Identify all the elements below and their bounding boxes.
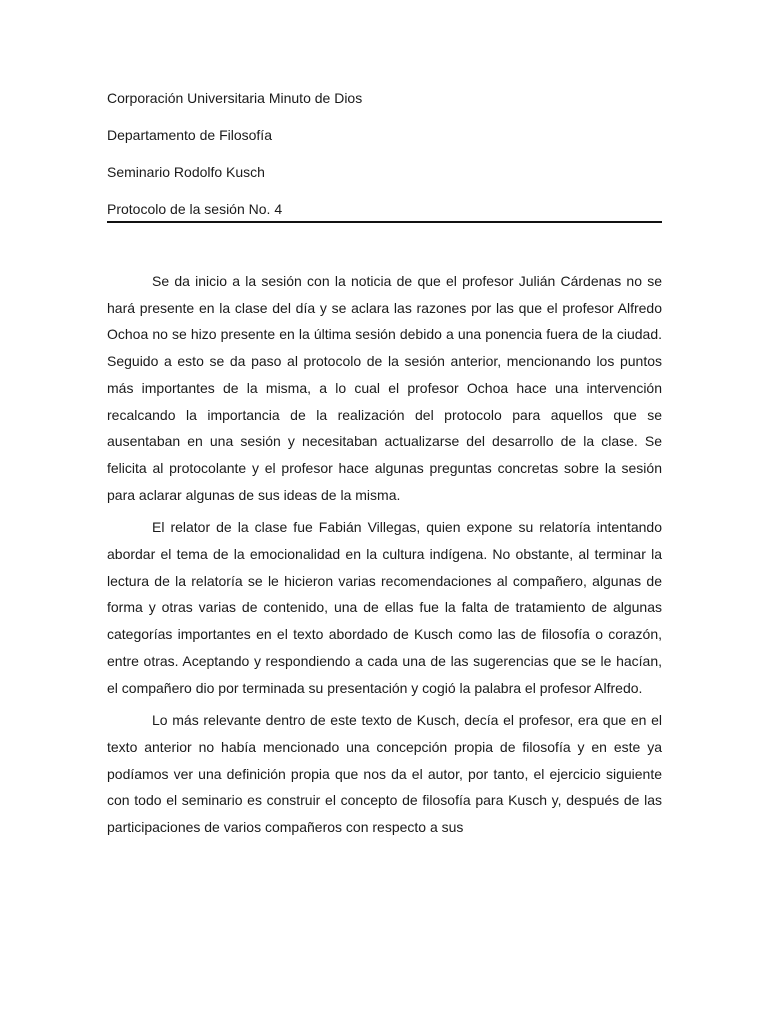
header-divider	[107, 221, 662, 223]
paragraph-1: Se da inicio a la sesión con la noticia de que el profesor Julián Cárdenas no se hará presente en la clase del día y se aclara las razones por las que el profesor Alfredo Ochoa no se hizo presente en la última sesión debido a una ponencia fuera de la ciudad. Seguido a esto se da paso al protocolo de la sesión anterior, mencionando los puntos más importantes de la misma, a lo cual el profesor Ochoa hace una intervención recalcando la importancia de la realización del protocolo para aquellos que se ausentaban en una sesión y necesitaban actualizarse del desarrollo de la clase. Se felicita al protocolante y el profesor hace algunas preguntas concretas sobre la sesión para aclarar algunas de sus ideas de la misma.	[107, 273, 662, 503]
paragraph-2: El relator de la clase fue Fabián Villegas, quien expone su relatoría intentando abordar el tema de la emocionalidad en la cultura indígena. No obstante, al terminar la lectura de la relatoría se le hicieron varias recomendaciones al compañero, algunas de forma y otras varias de contenido, una de ellas fue la falta de tratamiento de algunas categorías importantes en el texto abordado de Kusch como las de filosofía o corazón, entre otras. Aceptando y respondiendo a cada una de las sugerencias que se le hacían, el compañero dio por terminada su presentación y cogió la palabra el profesor Alfredo.	[107, 519, 662, 696]
seminar-name: Seminario Rodolfo Kusch	[107, 164, 265, 180]
paragraph-3: Lo más relevante dentro de este texto de Kusch, decía el profesor, era que en el texto anterior no había mencionado una concepción propia de filosofía y en este ya podíamos ver una definición propia que nos da el autor, por tanto, el ejercicio siguiente con todo el seminario es construir el concepto de filosofía para Kusch y, después de las participaciones de varios compañeros con respecto a sus	[107, 712, 662, 836]
institution-name: Corporación Universitaria Minuto de Dios	[107, 90, 363, 106]
department-name: Departamento de Filosofía	[107, 127, 272, 143]
document-page	[107, 88, 662, 847]
protocol-title: Protocolo de la sesión No. 4	[107, 201, 283, 217]
